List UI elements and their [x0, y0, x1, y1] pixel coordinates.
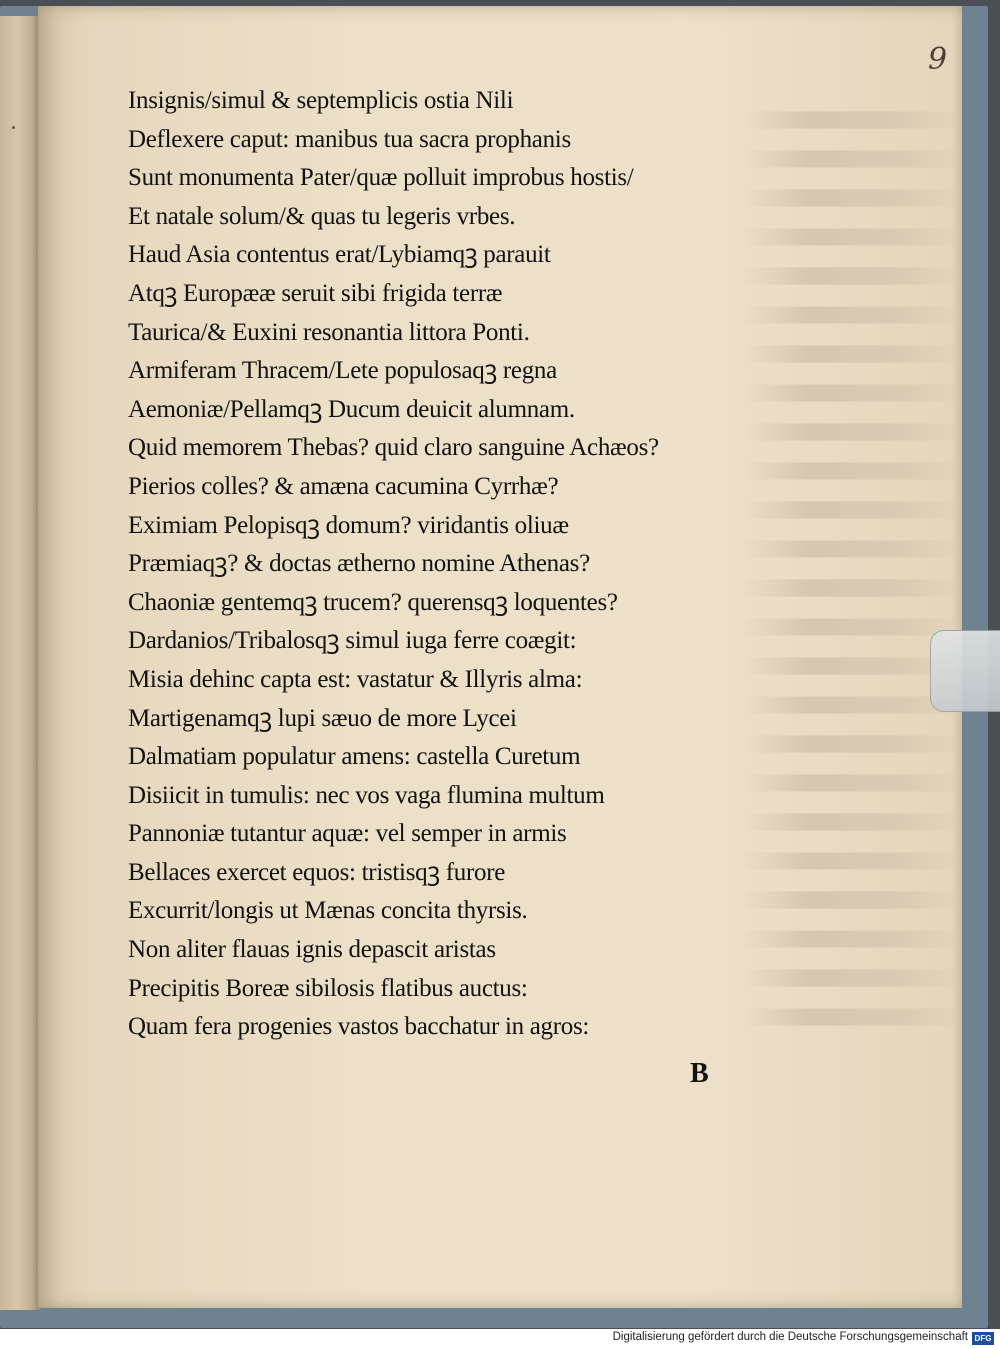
page-clip [930, 630, 1000, 712]
verse-line: Martigenamqꝫ lupi sæuo de more Lycei [128, 704, 517, 732]
funding-credit: Digitalisierung gefördert durch die Deutsche Forschungsgemeinschaft [612, 1331, 968, 1343]
verse-line: Dalmatiam populatur amens: castella Curetum [128, 743, 581, 771]
verse-line: Pierios colles? & amæna cacumina Cyrrhæ? [128, 472, 559, 500]
verse-line: Quid memorem Thebas? quid claro sanguine Achæos? [128, 434, 659, 462]
verse-line: Disiicit in tumulis: nec vos vaga flumina multum [128, 781, 605, 809]
verse-line: Precipitis Boreæ sibilosis flatibus auctus: [128, 974, 528, 1002]
ink-speck [12, 126, 15, 129]
verse-line: Deflexere caput: manibus tua sacra prophanis [128, 125, 571, 153]
verse-line: Pannoniæ tutantur aquæ: vel semper in armis [128, 820, 567, 848]
verse-line: Chaoniæ gentemqꝫ trucem? querensqꝫ loquentes? [128, 588, 618, 616]
signature-mark: B [690, 1058, 709, 1089]
folio-number: 9 [928, 42, 948, 77]
verse-line: Excurrit/longis ut Mænas concita thyrsis. [128, 897, 528, 925]
verse-line: Bellaces exercet equos: tristisqꝫ furore [128, 858, 506, 886]
verse-line: Misia dehinc capta est: vastatur & Illyris alma: [128, 665, 583, 693]
verse-line: Aemoniæ/Pellamqꝫ Ducum deuicit alumnam. [128, 395, 575, 423]
verse-line: Sunt monumenta Pater/quæ polluit improbus hostis/ [128, 164, 634, 192]
verse-line: Dardanios/Tribalosqꝫ simul iuga ferre coægit: [128, 627, 577, 655]
dfg-logo-icon: DFG [972, 1332, 994, 1345]
verse-line: Haud Asia contentus erat/Lybiamqꝫ parauit [128, 241, 551, 269]
verse-line: Insignis/simul & septemplicis ostia Nili [128, 87, 514, 114]
verso-show-through [742, 101, 962, 1071]
footer-bar [0, 1329, 1000, 1349]
verse-line: Armiferam Thracem/Lete populosaqꝫ regna [128, 357, 557, 385]
verse-line: Non aliter flauas ignis depascit aristas [128, 936, 496, 964]
verse-line: Atqꝫ Europææ seruit sibi frigida terræ [128, 279, 503, 307]
verse-line: Quam fera progenies vastos bacchatur in agros: [128, 1013, 590, 1041]
previous-page-edge [0, 16, 40, 1310]
verse-line: Præmiaqꝫ? & doctas ætherno nomine Athenas? [128, 550, 590, 578]
verse-list [128, 82, 728, 1047]
verse-line: Taurica/& Euxini resonantia littora Ponti. [128, 318, 530, 346]
book-page [38, 6, 962, 1308]
verse-line: Eximiam Pelopisqꝫ domum? viridantis oliuæ [128, 511, 569, 539]
verse-line: Et natale solum/& quas tu legeris vrbes. [128, 202, 516, 230]
